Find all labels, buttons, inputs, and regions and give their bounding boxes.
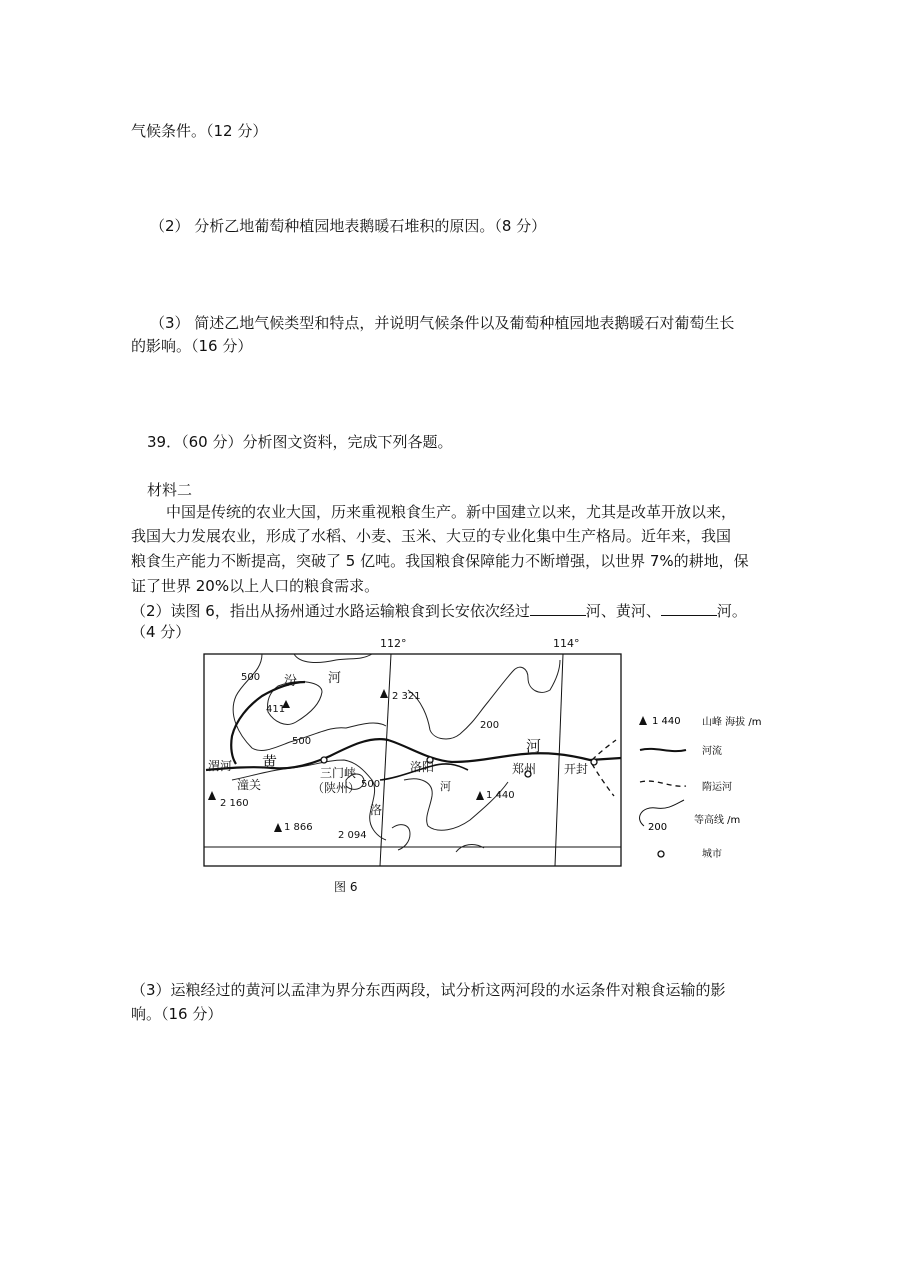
legend-river-icon <box>640 749 686 751</box>
elev-2321: 2 321 <box>392 691 421 702</box>
longitude-114-label: 114° <box>553 637 580 650</box>
label-weihe: 渭河 <box>208 759 233 773</box>
contour-south-d <box>456 845 484 852</box>
q39-part2-score: （4 分） <box>131 623 191 641</box>
q38-part2: （2） 分析乙地葡萄种植园地表鹅暖石堆积的原因。（8 分） <box>150 217 547 235</box>
q39-part2-text-middle: 河、黄河、 <box>585 602 661 620</box>
figure-caption: 图 6 <box>334 880 358 894</box>
q38-part3-line1: （3） 简述乙地气候类型和特点，并说明气候条件以及葡萄种植园地表鹅暖石对葡萄生长 <box>150 314 735 332</box>
elev-1440: 1 440 <box>486 790 515 801</box>
peak-1866 <box>274 823 282 832</box>
q39-header: 39．（60 分）分析图文资料，完成下列各题。 <box>147 433 453 451</box>
label-luoyang: 洛阳 <box>410 760 435 774</box>
label-he-right: 河 <box>526 737 542 755</box>
q39-part2-text-before: （2）读图 6，指出从扬州通过水路运输粮食到长安依次经过 <box>131 602 530 620</box>
figure-6-map <box>0 630 909 890</box>
peak-1440 <box>476 791 484 800</box>
elev-2094: 2 094 <box>338 830 367 841</box>
contour-south-b <box>404 779 508 830</box>
q38-tail: 气候条件。（12 分） <box>131 122 268 140</box>
legend-city-label: 城市 <box>702 849 722 860</box>
legend-contour-value: 200 <box>648 822 668 833</box>
peak-2160 <box>208 791 216 800</box>
material-line: 粮食生产能力不断提高，突破了 5 亿吨。我国粮食保障能力不断增强，以世界 7%的耕地，保 <box>131 552 749 570</box>
material-line: 证了世界 20%以上人口的粮食需求。 <box>131 577 380 595</box>
city-sanmenxia <box>321 757 327 763</box>
material-line: 中国是传统的农业大国，历来重视粮食生产。新中国建立以来，尤其是改革开放以来， <box>166 503 737 521</box>
legend-contour-label: 等高线 /m <box>694 815 741 826</box>
meridian-112 <box>380 654 391 866</box>
label-fen: 汾 <box>284 674 298 689</box>
label-tongguan: 潼关 <box>237 778 262 792</box>
map-legend <box>639 715 761 860</box>
q39-part3-line2: 响。（16 分） <box>131 1005 223 1023</box>
elev-500b: 500 <box>292 736 312 747</box>
contour-south-c <box>392 825 410 850</box>
elev-1866: 1 866 <box>284 822 313 833</box>
contour-lines <box>232 654 560 852</box>
longitude-112-label: 112° <box>380 637 407 650</box>
legend-peak-value: 1 440 <box>652 716 681 727</box>
q39-part2-text-after: 河。 <box>716 602 747 620</box>
elev-500a: 500 <box>241 672 261 683</box>
label-huang: 黄 <box>262 753 278 771</box>
elev-2160: 2 160 <box>220 798 249 809</box>
label-shanzhou: （陕州） <box>312 781 361 795</box>
legend-river-label: 河流 <box>702 746 722 757</box>
material-line: 我国大力发展农业，形成了水稻、小麦、玉米、大豆的专业化集中生产格局。近年来，我国 <box>131 527 732 545</box>
answer-blank-2[interactable] <box>661 599 717 616</box>
label-sanmenxia: 三门峡 <box>320 766 357 780</box>
material-title: 材料二 <box>147 481 193 499</box>
label-he-mid: 河 <box>440 780 451 793</box>
label-he-top: 河 <box>328 671 342 686</box>
meridian-114 <box>555 654 563 866</box>
label-zhengzhou: 郑州 <box>512 762 537 776</box>
q38-part3-line2: 的影响。（16 分） <box>131 337 253 355</box>
label-kaifeng: 开封 <box>564 762 589 776</box>
legend-peak-label: 山峰 海拔 /m <box>702 717 762 728</box>
legend-city-icon <box>658 851 664 857</box>
legend-canal-icon <box>640 781 686 786</box>
q39-part3-line1: （3）运粮经过的黄河以孟津为界分东西两段，试分析这两河段的水运条件对粮食运输的影 <box>131 981 726 999</box>
elev-500c: 500 <box>361 779 381 790</box>
contour-top <box>294 654 372 662</box>
elev-411: 411 <box>266 704 286 715</box>
elev-200: 200 <box>480 720 500 731</box>
label-luo: 洛 <box>370 803 383 817</box>
answer-blank-1[interactable] <box>530 599 586 616</box>
legend-peak-icon <box>639 716 647 725</box>
legend-canal-label: 隋运河 <box>702 782 732 793</box>
q39-part2-question <box>131 599 747 621</box>
peak-2321 <box>380 689 388 698</box>
sui-canal <box>592 740 616 796</box>
city-kaifeng <box>591 759 597 765</box>
